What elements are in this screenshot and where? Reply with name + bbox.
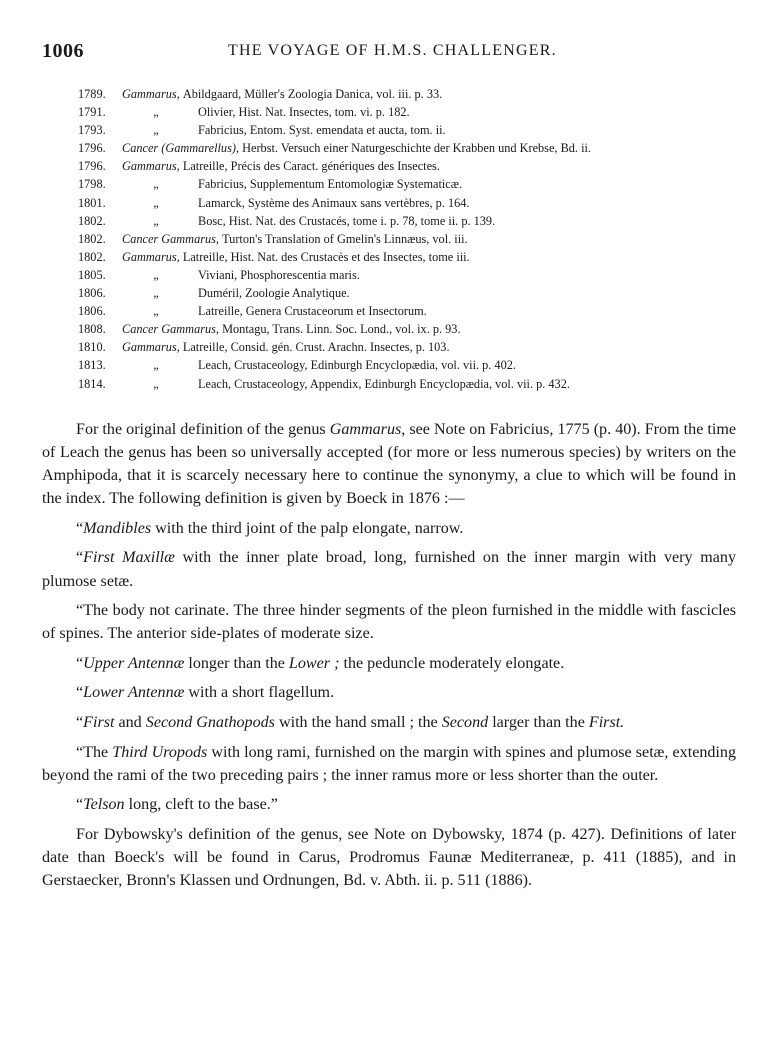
page-header bbox=[42, 40, 742, 64]
synonymy-genus: Gammarus, bbox=[122, 340, 180, 355]
synonymy-ditto-mark: „ bbox=[153, 105, 159, 120]
paragraph-intro: For the original definition of the genus Gammarus, see Note on Fabricius, 1775 (p. 40). From the time of Leach the genus has been so universally accepted (for more or less numerous species) by writers on the Amphipoda, that it is scarcely necessary here to continue the synonymy, a clue to which will be found in the index. The following definition is given by Boeck in 1876 :— bbox=[42, 421, 736, 508]
paragraph-upper-antennae: “Upper Antennæ longer than the Lower ; the peduncle moderately elongate. bbox=[76, 654, 565, 672]
synonymy-ditto-mark: „ bbox=[153, 376, 159, 391]
paragraph-gnathopods: “First and Second Gnathopods with the hand small ; the Second larger than the First. bbox=[76, 714, 625, 732]
paragraph-body: “The body not carinate. The three hinder segments of the pleon furnished in the middle with fascicles of spines. The anterior side-plates of moderate size. bbox=[42, 602, 736, 643]
synonymy-genus: Cancer Gammarus, bbox=[122, 322, 220, 337]
synonymy-year: 1796. bbox=[78, 159, 106, 174]
running-head: THE VOYAGE OF H.M.S. CHALLENGER. bbox=[228, 42, 557, 59]
paragraph-first-maxillae: “First Maxillæ with the inner plate broad, long, furnished on the inner margin with very many plumose setæ. bbox=[42, 549, 736, 590]
synonymy-list bbox=[78, 85, 758, 393]
synonymy-year: 1789. bbox=[78, 87, 106, 101]
paragraph-uropods: “The Third Uropods with long rami, furnished on the margin with spines and plumose setæ, extending beyond the rami of the two preceding pairs ; the inner ramus more or less shorter than the outer. bbox=[42, 743, 736, 784]
synonymy-reference: Latreille, Consid. gén. Crust. Arachn. Insectes, p. 103. bbox=[182, 340, 450, 355]
synonymy-entry bbox=[78, 320, 758, 338]
synonymy-year: 1814. bbox=[78, 376, 106, 391]
synonymy-genus: Gammarus, bbox=[122, 159, 180, 174]
synonymy-year: 1791. bbox=[78, 105, 106, 120]
synonymy-entry bbox=[78, 302, 758, 320]
synonymy-reference: Turton's Translation of Gmelin's Linnæus, vol. iii. bbox=[222, 231, 468, 246]
synonymy-reference: Latreille, Genera Crustaceorum et Insectorum. bbox=[198, 304, 427, 319]
synonymy-reference: Leach, Crustaceology, Appendix, Edinburgh Encyclopædia, vol. vii. p. 432. bbox=[198, 376, 570, 391]
synonymy-entry bbox=[78, 230, 758, 248]
synonymy-year: 1802. bbox=[78, 231, 106, 246]
synonymy-entry bbox=[78, 356, 758, 374]
synonymy-entry bbox=[78, 194, 758, 212]
synonymy-reference: Olivier, Hist. Nat. Insectes, tom. vi. p. 182. bbox=[198, 105, 410, 120]
synonymy-reference: Fabricius, Supplementum Entomologiæ Systematicæ. bbox=[198, 177, 463, 192]
body-text bbox=[42, 418, 736, 899]
synonymy-reference: Fabricius, Entom. Syst. emendata et aucta, tom. ii. bbox=[198, 123, 446, 138]
synonymy-genus: Gammarus, bbox=[122, 249, 180, 264]
synonymy-genus: Cancer (Gammarellus), bbox=[122, 141, 240, 156]
synonymy-entry bbox=[78, 284, 758, 302]
synonymy-entry bbox=[78, 175, 758, 193]
synonymy-year: 1801. bbox=[78, 195, 106, 210]
synonymy-entry bbox=[78, 248, 758, 266]
synonymy-year: 1810. bbox=[78, 340, 106, 355]
synonymy-ditto-mark: „ bbox=[153, 213, 159, 228]
synonymy-entry bbox=[78, 338, 758, 356]
synonymy-year: 1813. bbox=[78, 358, 106, 373]
paragraph-telson: “Telson long, cleft to the base.” bbox=[76, 796, 278, 814]
synonymy-year: 1805. bbox=[78, 267, 106, 282]
synonymy-year: 1808. bbox=[78, 322, 106, 337]
paragraph-mandibles: “Mandibles with the third joint of the palp elongate, narrow. bbox=[76, 519, 464, 537]
synonymy-ditto-mark: „ bbox=[153, 267, 159, 282]
synonymy-entry bbox=[78, 266, 758, 284]
synonymy-year: 1802. bbox=[78, 213, 106, 228]
synonymy-year: 1793. bbox=[78, 123, 106, 138]
synonymy-reference: Viviani, Phosphorescentia maris. bbox=[198, 267, 360, 282]
synonymy-genus: Cancer Gammarus, bbox=[122, 231, 220, 246]
synonymy-ditto-mark: „ bbox=[153, 358, 159, 373]
synonymy-entry bbox=[78, 212, 758, 230]
synonymy-reference: Abildgaard, Müller's Zoologia Danica, vol. iii. p. 33. bbox=[182, 87, 443, 101]
synonymy-entry bbox=[78, 121, 758, 139]
synonymy-entry bbox=[78, 375, 758, 393]
synonymy-ditto-mark: „ bbox=[153, 195, 159, 210]
paragraph-later-definitions: For Dybowsky's definition of the genus, see Note on Dybowsky, 1874 (p. 427). Definitions of later date than Boeck's will be found in Carus, Prodromus Faunæ Mediterraneæ, p. 411 (1885), and in Gerstaecker, Bronn's Klassen und Ordnungen, Bd. v. Abth. ii. p. 511 (1886). bbox=[42, 825, 736, 890]
synonymy-entry bbox=[78, 103, 758, 121]
synonymy-entry bbox=[78, 85, 758, 103]
synonymy-year: 1806. bbox=[78, 304, 106, 319]
synonymy-year: 1802. bbox=[78, 249, 106, 264]
synonymy-year: 1806. bbox=[78, 286, 106, 301]
synonymy-ditto-mark: „ bbox=[153, 123, 159, 138]
synonymy-year: 1798. bbox=[78, 177, 106, 192]
synonymy-reference: Leach, Crustaceology, Edinburgh Encyclopædia, vol. vii. p. 402. bbox=[198, 358, 516, 373]
synonymy-entry bbox=[78, 157, 758, 175]
synonymy-reference: Latreille, Précis des Caract. génériques des Insectes. bbox=[182, 159, 440, 174]
synonymy-year: 1796. bbox=[78, 141, 106, 156]
synonymy-reference: Latreille, Hist. Nat. des Crustacès et des Insectes, tome iii. bbox=[182, 249, 470, 264]
synonymy-ditto-mark: „ bbox=[153, 304, 159, 319]
synonymy-reference: Herbst. Versuch einer Naturgeschichte der Krabben und Krebse, Bd. ii. bbox=[242, 141, 591, 156]
synonymy-entry bbox=[78, 139, 758, 157]
synonymy-ditto-mark: „ bbox=[153, 177, 159, 192]
page-number: 1006 bbox=[42, 40, 84, 62]
synonymy-reference: Duméril, Zoologie Analytique. bbox=[198, 286, 350, 301]
synonymy-genus: Gammarus, bbox=[122, 87, 180, 101]
synonymy-reference: Lamarck, Système des Animaux sans vertèbres, p. 164. bbox=[198, 195, 470, 210]
paragraph-lower-antennae: “Lower Antennæ with a short flagellum. bbox=[76, 684, 335, 702]
synonymy-reference: Bosc, Hist. Nat. des Crustacés, tome i. p. 78, tome ii. p. 139. bbox=[198, 213, 496, 228]
synonymy-reference: Montagu, Trans. Linn. Soc. Lond., vol. ix. p. 93. bbox=[222, 322, 461, 337]
synonymy-ditto-mark: „ bbox=[153, 286, 159, 301]
